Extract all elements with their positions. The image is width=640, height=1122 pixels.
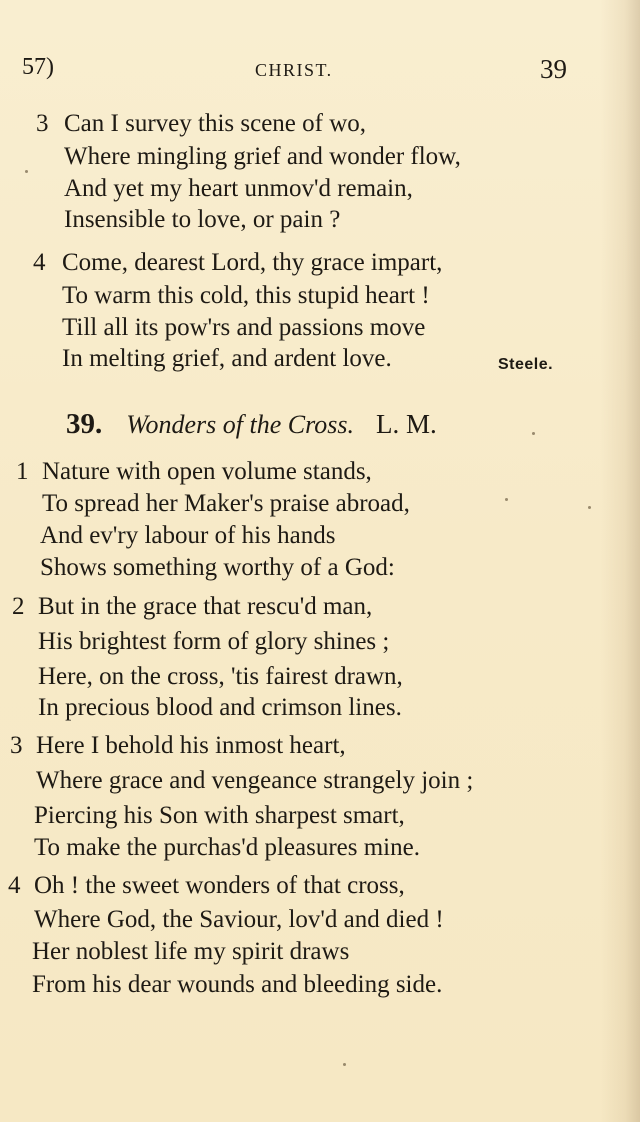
verse-line: To make the purchas'd pleasures mine.	[34, 834, 420, 861]
verse-line: Oh ! the sweet wonders of that cross,	[34, 872, 405, 899]
hymn-number: 39.	[66, 408, 103, 440]
hymn-meter: L. M.	[376, 409, 437, 439]
running-title: CHRIST.	[255, 60, 333, 80]
verse-line: And yet my heart unmov'd remain,	[64, 175, 413, 202]
print-speck	[588, 506, 591, 509]
stanza-number: 4	[33, 249, 46, 276]
verse-line: In precious blood and crimson lines.	[38, 694, 402, 721]
verse-line: Insensible to love, or pain ?	[64, 206, 341, 233]
verse-line: Where mingling grief and wonder flow,	[64, 143, 461, 170]
verse-line: But in the grace that rescu'd man,	[38, 593, 373, 620]
header-left-mark: 57)	[22, 54, 54, 80]
print-speck	[505, 498, 508, 501]
hymn-title: Wonders of the Cross.	[126, 410, 355, 439]
verse-line: In melting grief, and ardent love.	[62, 345, 392, 372]
verse-line: Nature with open volume stands,	[42, 458, 372, 485]
verse-line: To spread her Maker's praise abroad,	[42, 490, 410, 517]
verse-line: Here I behold his inmost heart,	[36, 732, 346, 759]
verse-line: Can I survey this scene of wo,	[64, 110, 367, 137]
verse-line: Come, dearest Lord, thy grace impart,	[62, 249, 443, 276]
verse-line: Here, on the cross, 'tis fairest drawn,	[38, 663, 403, 690]
page-header	[0, 50, 640, 90]
stanza-number: 1	[16, 458, 29, 485]
verse-line: Her noblest life my spirit draws	[32, 938, 350, 965]
verse-line: Piercing his Son with sharpest smart,	[34, 802, 405, 829]
verse-line: From his dear wounds and bleeding side.	[32, 971, 443, 998]
author-attribution: Steele.	[498, 356, 554, 373]
print-speck	[25, 170, 28, 173]
verse-line: Where God, the Saviour, lov'd and died !	[34, 906, 444, 933]
verse-line: Shows something worthy of a God:	[40, 554, 395, 581]
print-speck	[343, 1063, 346, 1066]
verse-line: And ev'ry labour of his hands	[40, 522, 336, 549]
hymn-heading	[66, 408, 437, 448]
verse-line: His brightest form of glory shines ;	[38, 628, 390, 655]
verse-line: To warm this cold, this stupid heart !	[62, 282, 430, 309]
stanza-number: 2	[12, 593, 25, 620]
page-number: 39	[540, 54, 567, 84]
verse-line: Where grace and vengeance strangely join ;	[36, 767, 474, 794]
print-speck	[532, 432, 535, 435]
stanza-number: 4	[8, 872, 21, 899]
stanza-number: 3	[36, 110, 49, 137]
stanza-number: 3	[10, 732, 23, 759]
verse-line: Till all its pow'rs and passions move	[62, 314, 426, 341]
